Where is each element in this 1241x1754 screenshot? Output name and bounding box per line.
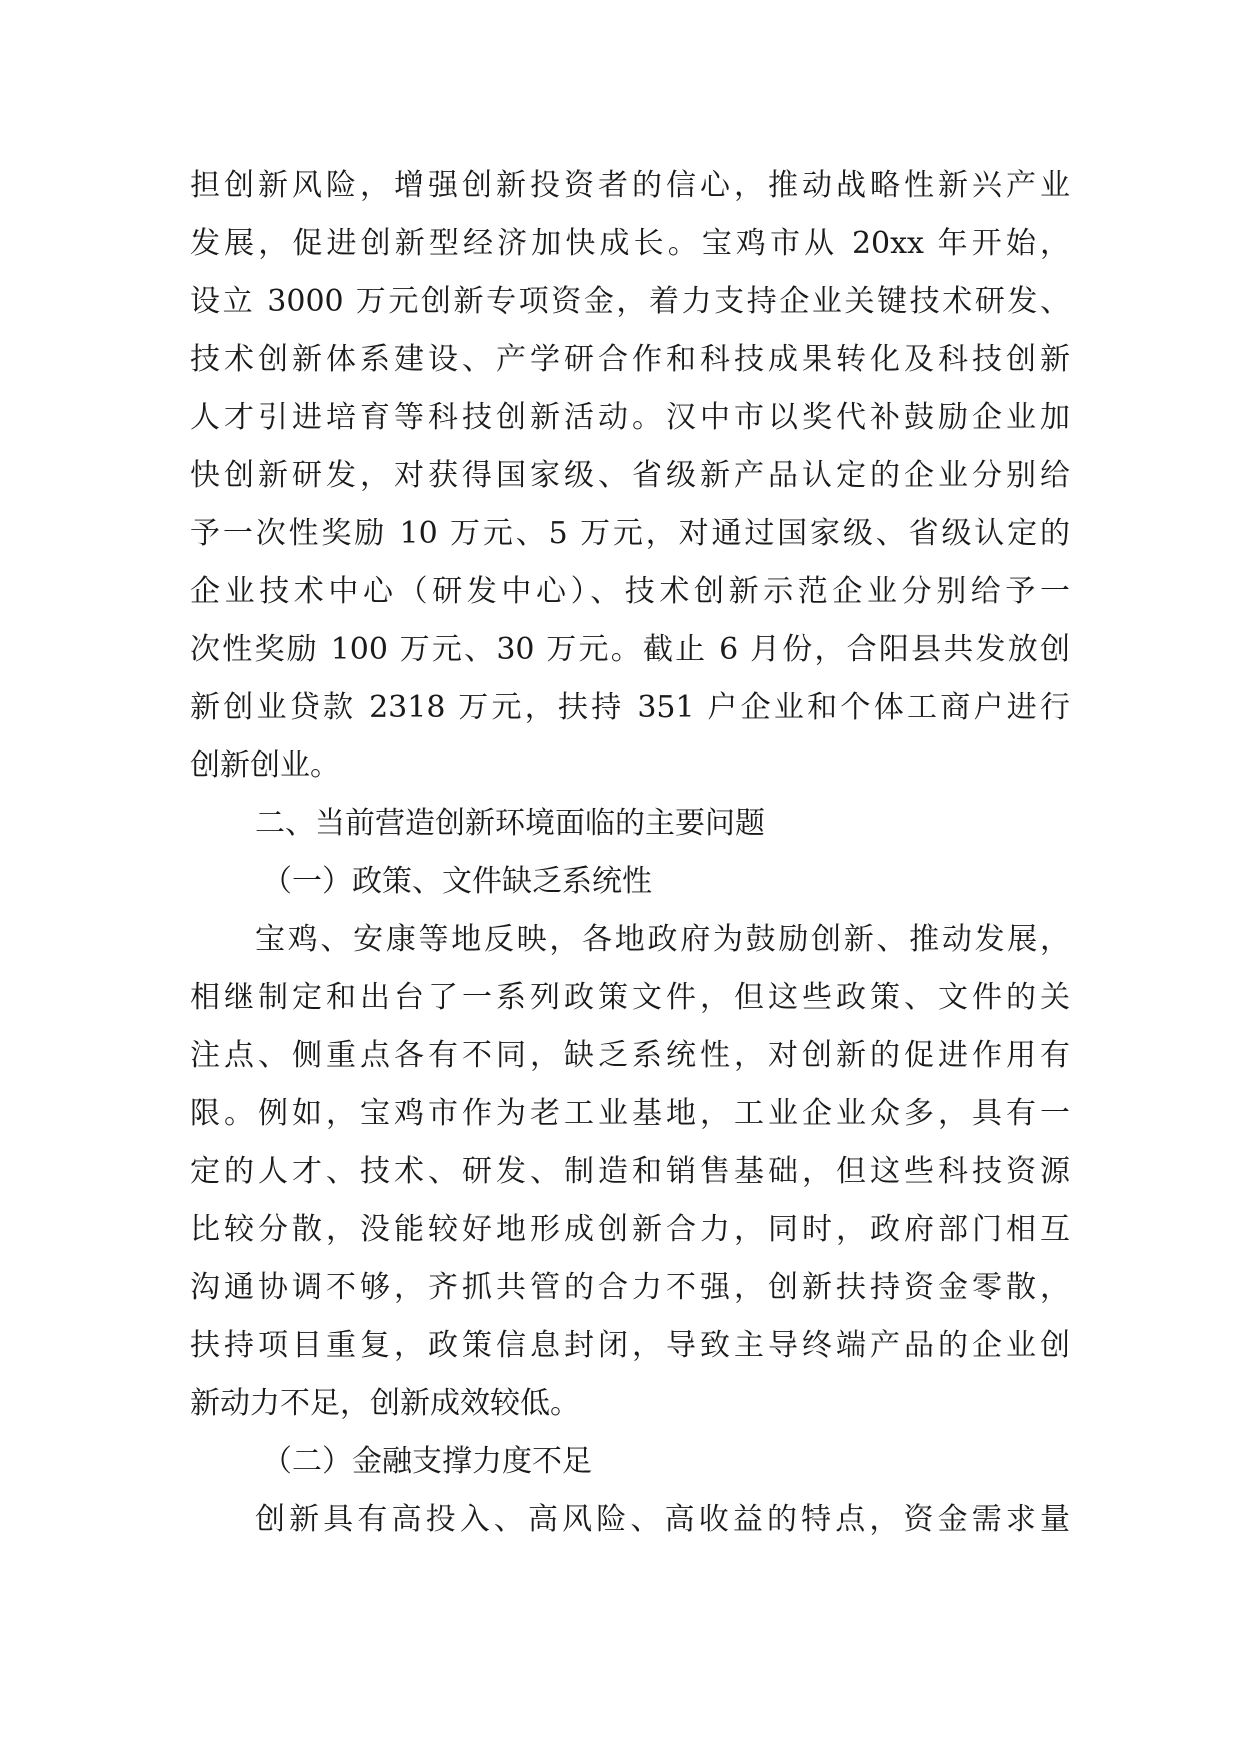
paragraph-line: 扶持项目重复，政策信息封闭，导致主导终端产品的企业创 bbox=[190, 1328, 1070, 1363]
paragraph-line: 宝鸡、安康等地反映，各地政府为鼓励创新、推动发展， bbox=[255, 922, 1070, 957]
paragraph-line: 企业技术中心（研发中心）、技术创新示范企业分别给予一 bbox=[190, 574, 1070, 609]
paragraph-line: 定的人才、技术、研发、制造和销售基础，但这些科技资源 bbox=[190, 1154, 1070, 1189]
paragraph-line: 沟通协调不够，齐抓共管的合力不强，创新扶持资金零散， bbox=[190, 1270, 1070, 1305]
paragraph-line: 新动力不足，创新成效较低。 bbox=[190, 1386, 580, 1421]
paragraph-line: 予一次性奖励 10 万元、5 万元，对通过国家级、省级认定的 bbox=[190, 516, 1070, 551]
paragraph-line: 比较分散，没能较好地形成创新合力，同时，政府部门相互 bbox=[190, 1212, 1070, 1247]
paragraph-line: 创新具有高投入、高风险、高收益的特点，资金需求量 bbox=[255, 1502, 1070, 1537]
paragraph-line: 设立 3000 万元创新专项资金，着力支持企业关键技术研发、 bbox=[190, 284, 1070, 319]
subheading: （二）金融支撑力度不足 bbox=[262, 1444, 592, 1479]
section-heading: 二、当前营造创新环境面临的主要问题 bbox=[255, 806, 765, 841]
paragraph-line: 人才引进培育等科技创新活动。汉中市以奖代补鼓励企业加 bbox=[190, 400, 1070, 435]
paragraph-line: 新创业贷款 2318 万元，扶持 351 户企业和个体工商户进行 bbox=[190, 690, 1070, 725]
paragraph-line: 发展，促进创新型经济加快成长。宝鸡市从 20xx 年开始， bbox=[190, 226, 1070, 261]
paragraph-line: 担创新风险，增强创新投资者的信心，推动战略性新兴产业 bbox=[190, 168, 1070, 203]
paragraph-line: 次性奖励 100 万元、30 万元。截止 6 月份，合阳县共发放创 bbox=[190, 632, 1070, 667]
subheading: （一）政策、文件缺乏系统性 bbox=[262, 864, 652, 899]
paragraph-line: 创新创业。 bbox=[190, 748, 340, 783]
paragraph-line: 快创新研发，对获得国家级、省级新产品认定的企业分别给 bbox=[190, 458, 1070, 493]
paragraph-line: 相继制定和出台了一系列政策文件，但这些政策、文件的关 bbox=[190, 980, 1070, 1015]
paragraph-line: 技术创新体系建设、产学研合作和科技成果转化及科技创新 bbox=[190, 342, 1070, 377]
paragraph-line: 限。例如，宝鸡市作为老工业基地，工业企业众多，具有一 bbox=[190, 1096, 1070, 1131]
paragraph-line: 注点、侧重点各有不同，缺乏系统性，对创新的促进作用有 bbox=[190, 1038, 1070, 1073]
